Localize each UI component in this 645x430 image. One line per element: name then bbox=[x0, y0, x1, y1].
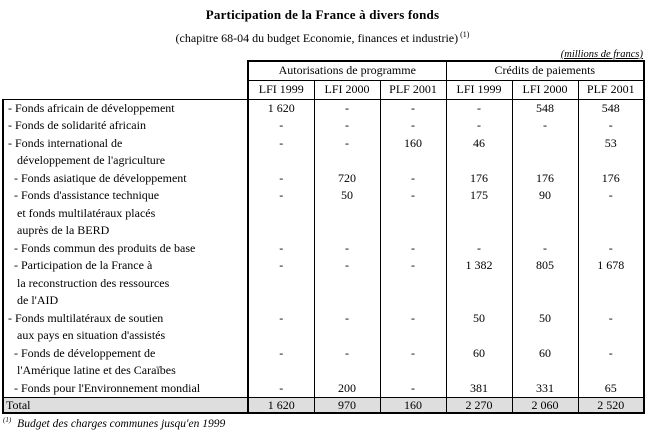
cell-value: - bbox=[248, 380, 314, 398]
total-value: 1 620 bbox=[248, 398, 314, 414]
cell-value: 1 620 bbox=[248, 99, 314, 117]
cell-value: 1 678 bbox=[578, 257, 644, 310]
column-header: PLF 2001 bbox=[380, 80, 446, 99]
table-row bbox=[3, 170, 644, 188]
total-row bbox=[3, 398, 644, 414]
cell-value: 50 bbox=[446, 310, 512, 345]
cell-value: 381 bbox=[446, 380, 512, 398]
cell-value: 175 bbox=[446, 187, 512, 240]
cell-value: 176 bbox=[446, 170, 512, 188]
table-row bbox=[3, 240, 644, 258]
column-header: LFI 2000 bbox=[314, 80, 380, 99]
cell-value: 50 bbox=[314, 187, 380, 240]
units-note bbox=[0, 49, 645, 60]
cell-value: - bbox=[380, 99, 446, 117]
footnote-ref: (1) bbox=[3, 416, 12, 424]
row-label-cell bbox=[3, 345, 248, 380]
cell-value: - bbox=[248, 170, 314, 188]
cell-value: 90 bbox=[512, 187, 578, 240]
cell-value: - bbox=[380, 310, 446, 345]
total-value: 970 bbox=[314, 398, 380, 414]
group-header-credits: Crédits de paiements bbox=[446, 61, 644, 80]
row-label-line: - Fonds pour l'Environnement mondial bbox=[14, 380, 201, 395]
total-value: 2 060 bbox=[512, 398, 578, 414]
cell-value: - bbox=[314, 240, 380, 258]
cell-value: - bbox=[314, 117, 380, 135]
row-label-line: aux pays en situation d'assistés bbox=[17, 328, 166, 342]
cell-value: 50 bbox=[512, 310, 578, 345]
cell-value: - bbox=[248, 240, 314, 258]
table-row bbox=[3, 135, 644, 170]
row-label-line: - Participation de la France à bbox=[14, 258, 153, 272]
corner-spacer bbox=[3, 61, 248, 80]
cell-value: - bbox=[578, 310, 644, 345]
total-label: Total bbox=[3, 398, 248, 414]
total-value: 160 bbox=[380, 398, 446, 414]
cell-value: - bbox=[248, 345, 314, 380]
row-label-line: - Fonds international de bbox=[8, 135, 123, 150]
cell-value: 53 bbox=[578, 135, 644, 170]
row-label-cell bbox=[3, 135, 248, 170]
cell-value: - bbox=[248, 135, 314, 170]
cell-value: 331 bbox=[512, 380, 578, 398]
total-value: 2 520 bbox=[578, 398, 644, 414]
row-label-line: - Fonds d'assistance technique bbox=[14, 188, 160, 202]
cell-value: - bbox=[248, 187, 314, 240]
cell-value: 200 bbox=[314, 380, 380, 398]
subtitle-text: (chapitre 68-04 du budget Economie, finances et industrie) bbox=[175, 31, 459, 45]
funds-table bbox=[2, 60, 645, 414]
cell-value: - bbox=[512, 117, 578, 135]
cell-value: - bbox=[446, 99, 512, 117]
cell-value: 160 bbox=[380, 135, 446, 170]
row-label-line: - Fonds de solidarité africain bbox=[8, 118, 146, 132]
cell-value: - bbox=[380, 380, 446, 398]
row-label-cell bbox=[3, 380, 248, 398]
row-label-line: - Fonds asiatique de développement bbox=[14, 170, 187, 185]
subtitle-footnote-ref: (1) bbox=[460, 30, 470, 39]
row-label-line: - Fonds africain de développement bbox=[8, 100, 175, 115]
row-label-line: de l'AID bbox=[17, 293, 59, 307]
cell-value: - bbox=[248, 117, 314, 135]
cell-value: - bbox=[380, 117, 446, 135]
cell-value: 805 bbox=[512, 257, 578, 310]
cell-value bbox=[512, 135, 578, 170]
cell-value: - bbox=[248, 257, 314, 310]
row-label-cell bbox=[3, 310, 248, 345]
column-header-row bbox=[3, 80, 644, 99]
cell-value: 548 bbox=[578, 99, 644, 117]
row-label-cell bbox=[3, 99, 248, 117]
row-label-line: - Fonds multilatéraux de soutien bbox=[8, 310, 164, 325]
column-header: LFI 1999 bbox=[446, 80, 512, 99]
cell-value: - bbox=[314, 310, 380, 345]
group-header-autorisations: Autorisations de programme bbox=[248, 61, 446, 80]
page-subtitle bbox=[0, 30, 645, 46]
row-label-cell bbox=[3, 187, 248, 240]
corner-spacer bbox=[3, 80, 248, 99]
cell-value: 65 bbox=[578, 380, 644, 398]
cell-value: - bbox=[380, 240, 446, 258]
page-title: Participation de la France à divers fonds bbox=[205, 7, 440, 22]
cell-value: - bbox=[314, 257, 380, 310]
footnote bbox=[3, 416, 645, 430]
cell-value: - bbox=[578, 345, 644, 380]
cell-value: - bbox=[380, 170, 446, 188]
cell-value: 176 bbox=[578, 170, 644, 188]
cell-value: - bbox=[380, 187, 446, 240]
cell-value: - bbox=[512, 240, 578, 258]
row-label-cell bbox=[3, 117, 248, 135]
cell-value: - bbox=[314, 135, 380, 170]
cell-value: - bbox=[578, 187, 644, 240]
column-header: LFI 2000 bbox=[512, 80, 578, 99]
cell-value: 60 bbox=[446, 345, 512, 380]
cell-value: - bbox=[446, 117, 512, 135]
cell-value: 1 382 bbox=[446, 257, 512, 310]
cell-value: 176 bbox=[512, 170, 578, 188]
row-label-line: - Fonds commun des produits de base bbox=[14, 240, 196, 255]
cell-value: - bbox=[578, 117, 644, 135]
row-label-cell bbox=[3, 257, 248, 310]
row-label-line: auprès de la BERD bbox=[17, 223, 110, 237]
row-label-cell bbox=[3, 240, 248, 258]
group-header-row bbox=[3, 61, 644, 80]
row-label-line: développement de l'agriculture bbox=[17, 153, 166, 167]
cell-value: - bbox=[446, 240, 512, 258]
table-row bbox=[3, 117, 644, 135]
table-row bbox=[3, 99, 644, 117]
cell-value: - bbox=[380, 345, 446, 380]
table-row bbox=[3, 345, 644, 380]
column-header: PLF 2001 bbox=[578, 80, 644, 99]
footnote-text: Budget des charges communes jusqu'en 1999 bbox=[17, 417, 226, 430]
column-header: LFI 1999 bbox=[248, 80, 314, 99]
row-label-line: la reconstruction des ressources bbox=[17, 275, 170, 290]
cell-value: 60 bbox=[512, 345, 578, 380]
table-row bbox=[3, 257, 644, 310]
cell-value: - bbox=[314, 345, 380, 380]
table-row bbox=[3, 310, 644, 345]
cell-value: 720 bbox=[314, 170, 380, 188]
row-label-line: et fonds multilatéraux placés bbox=[17, 205, 156, 220]
row-label-cell bbox=[3, 170, 248, 188]
row-label-line: l'Amérique latine et des Caraïbes bbox=[17, 363, 176, 377]
table-row bbox=[3, 380, 644, 398]
cell-value: - bbox=[380, 257, 446, 310]
cell-value: 46 bbox=[446, 135, 512, 170]
row-label-line: - Fonds de développement de bbox=[14, 345, 156, 360]
cell-value: - bbox=[578, 240, 644, 258]
total-value: 2 270 bbox=[446, 398, 512, 414]
cell-value: - bbox=[248, 310, 314, 345]
table-row bbox=[3, 187, 644, 240]
cell-value: 548 bbox=[512, 99, 578, 117]
units-note-text: (millions de francs) bbox=[560, 49, 643, 60]
cell-value: - bbox=[314, 99, 380, 117]
